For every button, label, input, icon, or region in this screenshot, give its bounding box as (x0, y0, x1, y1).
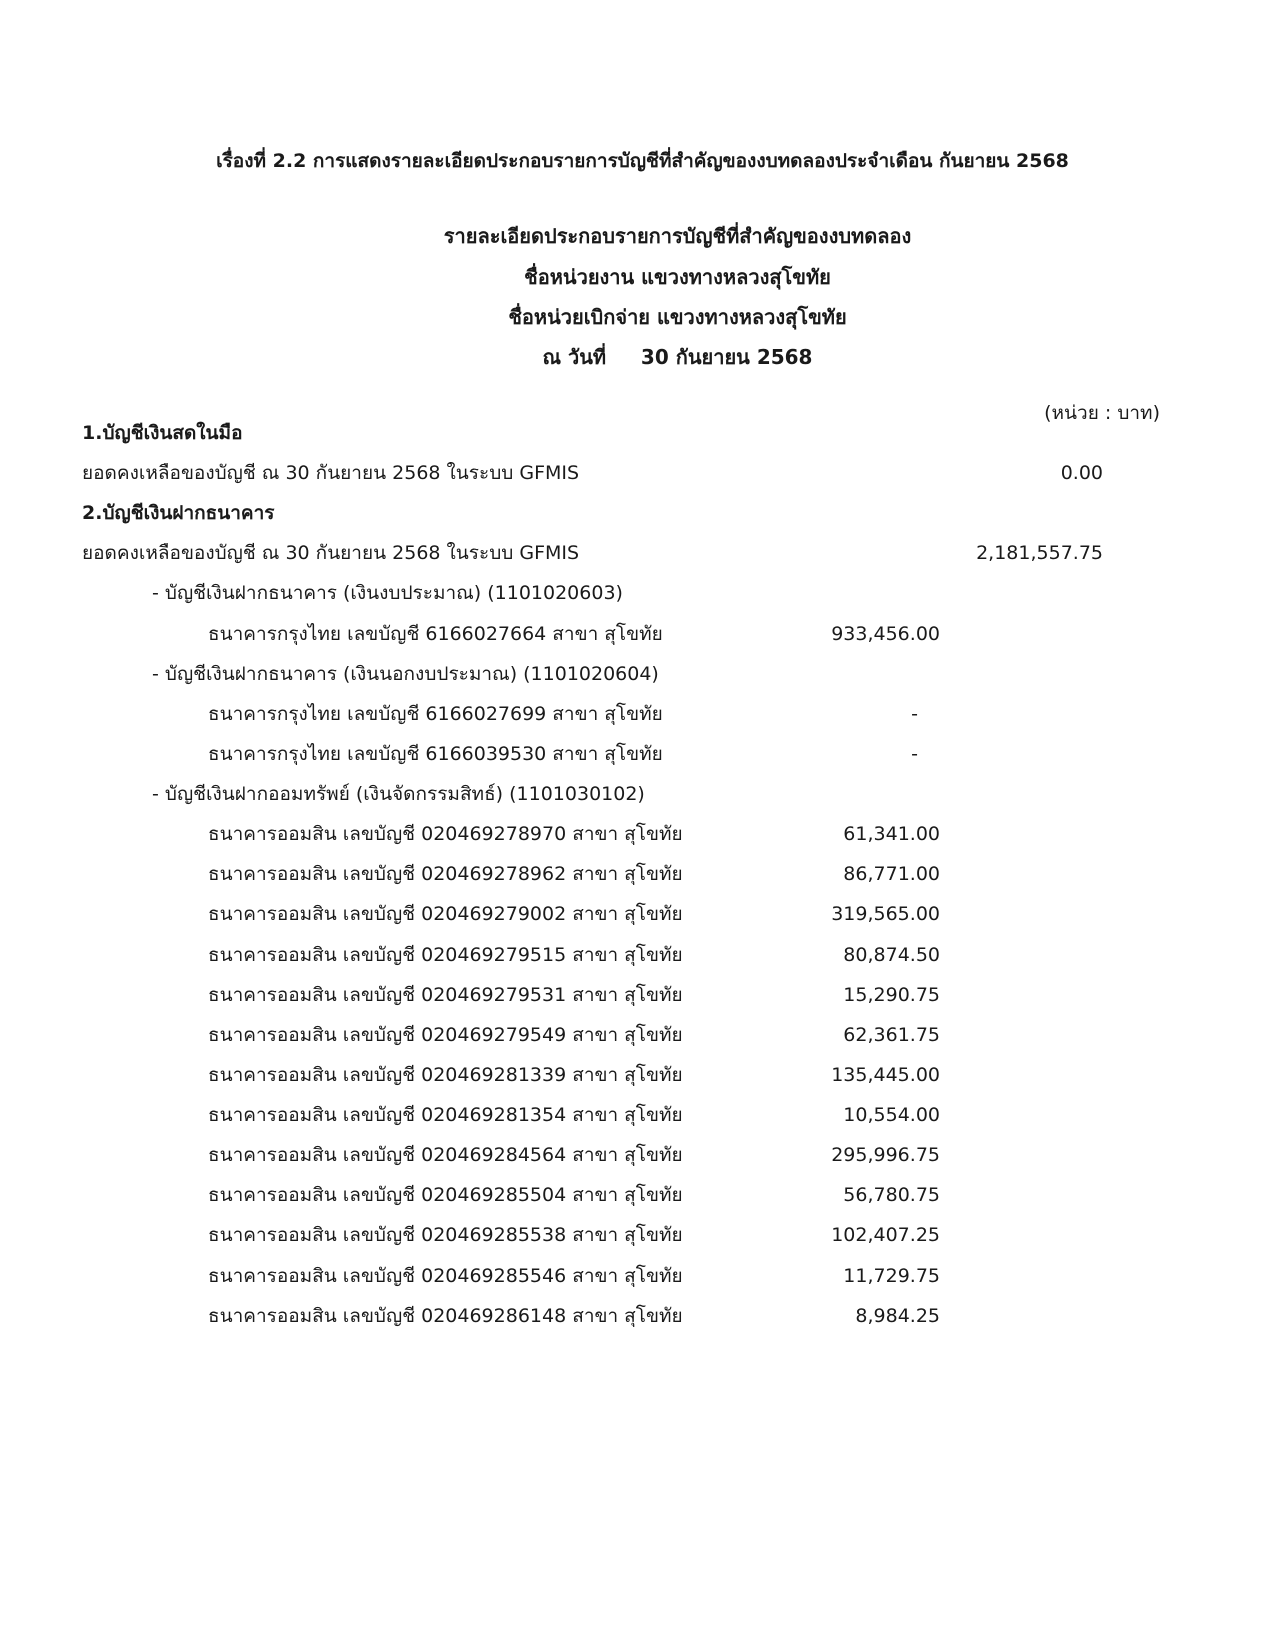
report-date: ณ วันที่ 30 กันยายน 2568 (542, 345, 813, 369)
account-label: ธนาคารออมสิน เลขบัญชี 020469279515 สาขา สุโขทัย (208, 944, 683, 966)
account-row (0, 1301, 1275, 1331)
account-group-title: - บัญชีเงินฝากธนาคาร (เงินนอกงบประมาณ) (1101020604) (152, 663, 659, 685)
section-cash-balance-row (0, 458, 1275, 488)
section-bank-balance-row (0, 538, 1275, 568)
account-label: ธนาคารออมสิน เลขบัญชี 020469278962 สาขา สุโขทัย (208, 863, 683, 885)
account-amount: 295,996.75 (831, 1144, 940, 1166)
account-group-title: - บัญชีเงินฝากธนาคาร (เงินงบประมาณ) (1101020603) (152, 582, 623, 604)
account-row (0, 1060, 1275, 1090)
agency-name: ชื่อหน่วยงาน แขวงทางหลวงสุโขทัย (524, 265, 831, 289)
account-label: ธนาคารกรุงไทย เลขบัญชี 6166027664 สาขา สุโขทัย (208, 623, 663, 645)
balance-label: ยอดคงเหลือของบัญชี ณ 30 กันยายน 2568 ในระบบ GFMIS (82, 542, 580, 564)
account-label: ธนาคารกรุงไทย เลขบัญชี 6166027699 สาขา สุโขทัย (208, 703, 663, 725)
account-row (0, 859, 1275, 889)
account-amount: 56,780.75 (843, 1184, 940, 1206)
account-amount: 135,445.00 (831, 1064, 940, 1086)
document-title: เรื่องที่ 2.2 การแสดงรายละเอียดประกอบรายการบัญชีที่สำคัญของงบทดลองประจำเดือน กันยายน 2568 (216, 150, 1069, 172)
account-row (0, 940, 1275, 970)
account-label: ธนาคารออมสิน เลขบัญชี 020469279549 สาขา สุโขทัย (208, 1024, 683, 1046)
account-row (0, 1140, 1275, 1170)
section-bank-title-row (0, 498, 1275, 528)
account-label: ธนาคารออมสิน เลขบัญชี 020469285546 สาขา สุโขทัย (208, 1265, 683, 1287)
account-row (0, 899, 1275, 929)
account-row (0, 1020, 1275, 1050)
account-amount: 10,554.00 (843, 1104, 940, 1126)
account-row (0, 1220, 1275, 1250)
section-cash-title-row (0, 418, 1275, 448)
account-amount: 80,874.50 (843, 944, 940, 966)
account-amount: 102,407.25 (831, 1224, 940, 1246)
account-group-row (0, 578, 1275, 608)
report-title: รายละเอียดประกอบรายการบัญชีที่สำคัญของงบทดลอง (443, 224, 912, 248)
account-amount: 86,771.00 (843, 863, 940, 885)
account-row (0, 699, 1275, 729)
account-group-title: - บัญชีเงินฝากออมทรัพย์ (เงินจัดกรรมสิทธ์) (1101030102) (152, 783, 645, 805)
account-row (0, 1100, 1275, 1130)
account-amount: 319,565.00 (831, 903, 940, 925)
account-label: ธนาคารออมสิน เลขบัญชี 020469285504 สาขา สุโขทัย (208, 1184, 683, 1206)
account-label: ธนาคารออมสิน เลขบัญชี 020469285538 สาขา สุโขทัย (208, 1224, 683, 1246)
account-amount: - (911, 743, 918, 765)
section-title: 1.บัญชีเงินสดในมือ (82, 422, 243, 444)
section-title: 2.บัญชีเงินฝากธนาคาร (82, 502, 275, 524)
unit-label: (หน่วย : บาท) (1044, 402, 1160, 424)
balance-value: 2,181,557.75 (976, 542, 1103, 564)
account-label: ธนาคารออมสิน เลขบัญชี 020469279531 สาขา สุโขทัย (208, 984, 683, 1006)
account-label: ธนาคารออมสิน เลขบัญชี 020469279002 สาขา สุโขทัย (208, 903, 683, 925)
account-amount: 15,290.75 (843, 984, 940, 1006)
account-amount: 8,984.25 (855, 1305, 940, 1327)
account-row (0, 619, 1275, 649)
account-label: ธนาคารกรุงไทย เลขบัญชี 6166039530 สาขา สุโขทัย (208, 743, 663, 765)
account-group-row (0, 659, 1275, 689)
account-row (0, 1180, 1275, 1210)
account-label: ธนาคารออมสิน เลขบัญชี 020469286148 สาขา สุโขทัย (208, 1305, 683, 1327)
account-label: ธนาคารออมสิน เลขบัญชี 020469281354 สาขา สุโขทัย (208, 1104, 683, 1126)
account-amount: - (911, 703, 918, 725)
account-group-row (0, 779, 1275, 809)
disbursing-unit-name: ชื่อหน่วยเบิกจ่าย แขวงทางหลวงสุโขทัย (508, 305, 847, 329)
account-label: ธนาคารออมสิน เลขบัญชี 020469284564 สาขา สุโขทัย (208, 1144, 683, 1166)
account-amount: 62,361.75 (843, 1024, 940, 1046)
account-amount: 933,456.00 (831, 623, 940, 645)
account-amount: 61,341.00 (843, 823, 940, 845)
balance-value: 0.00 (1060, 462, 1103, 484)
account-amount: 11,729.75 (843, 1265, 940, 1287)
balance-label: ยอดคงเหลือของบัญชี ณ 30 กันยายน 2568 ในระบบ GFMIS (82, 462, 580, 484)
account-label: ธนาคารออมสิน เลขบัญชี 020469278970 สาขา สุโขทัย (208, 823, 683, 845)
account-row (0, 980, 1275, 1010)
account-label: ธนาคารออมสิน เลขบัญชี 020469281339 สาขา สุโขทัย (208, 1064, 683, 1086)
account-row (0, 819, 1275, 849)
account-row (0, 739, 1275, 769)
account-row (0, 1261, 1275, 1291)
